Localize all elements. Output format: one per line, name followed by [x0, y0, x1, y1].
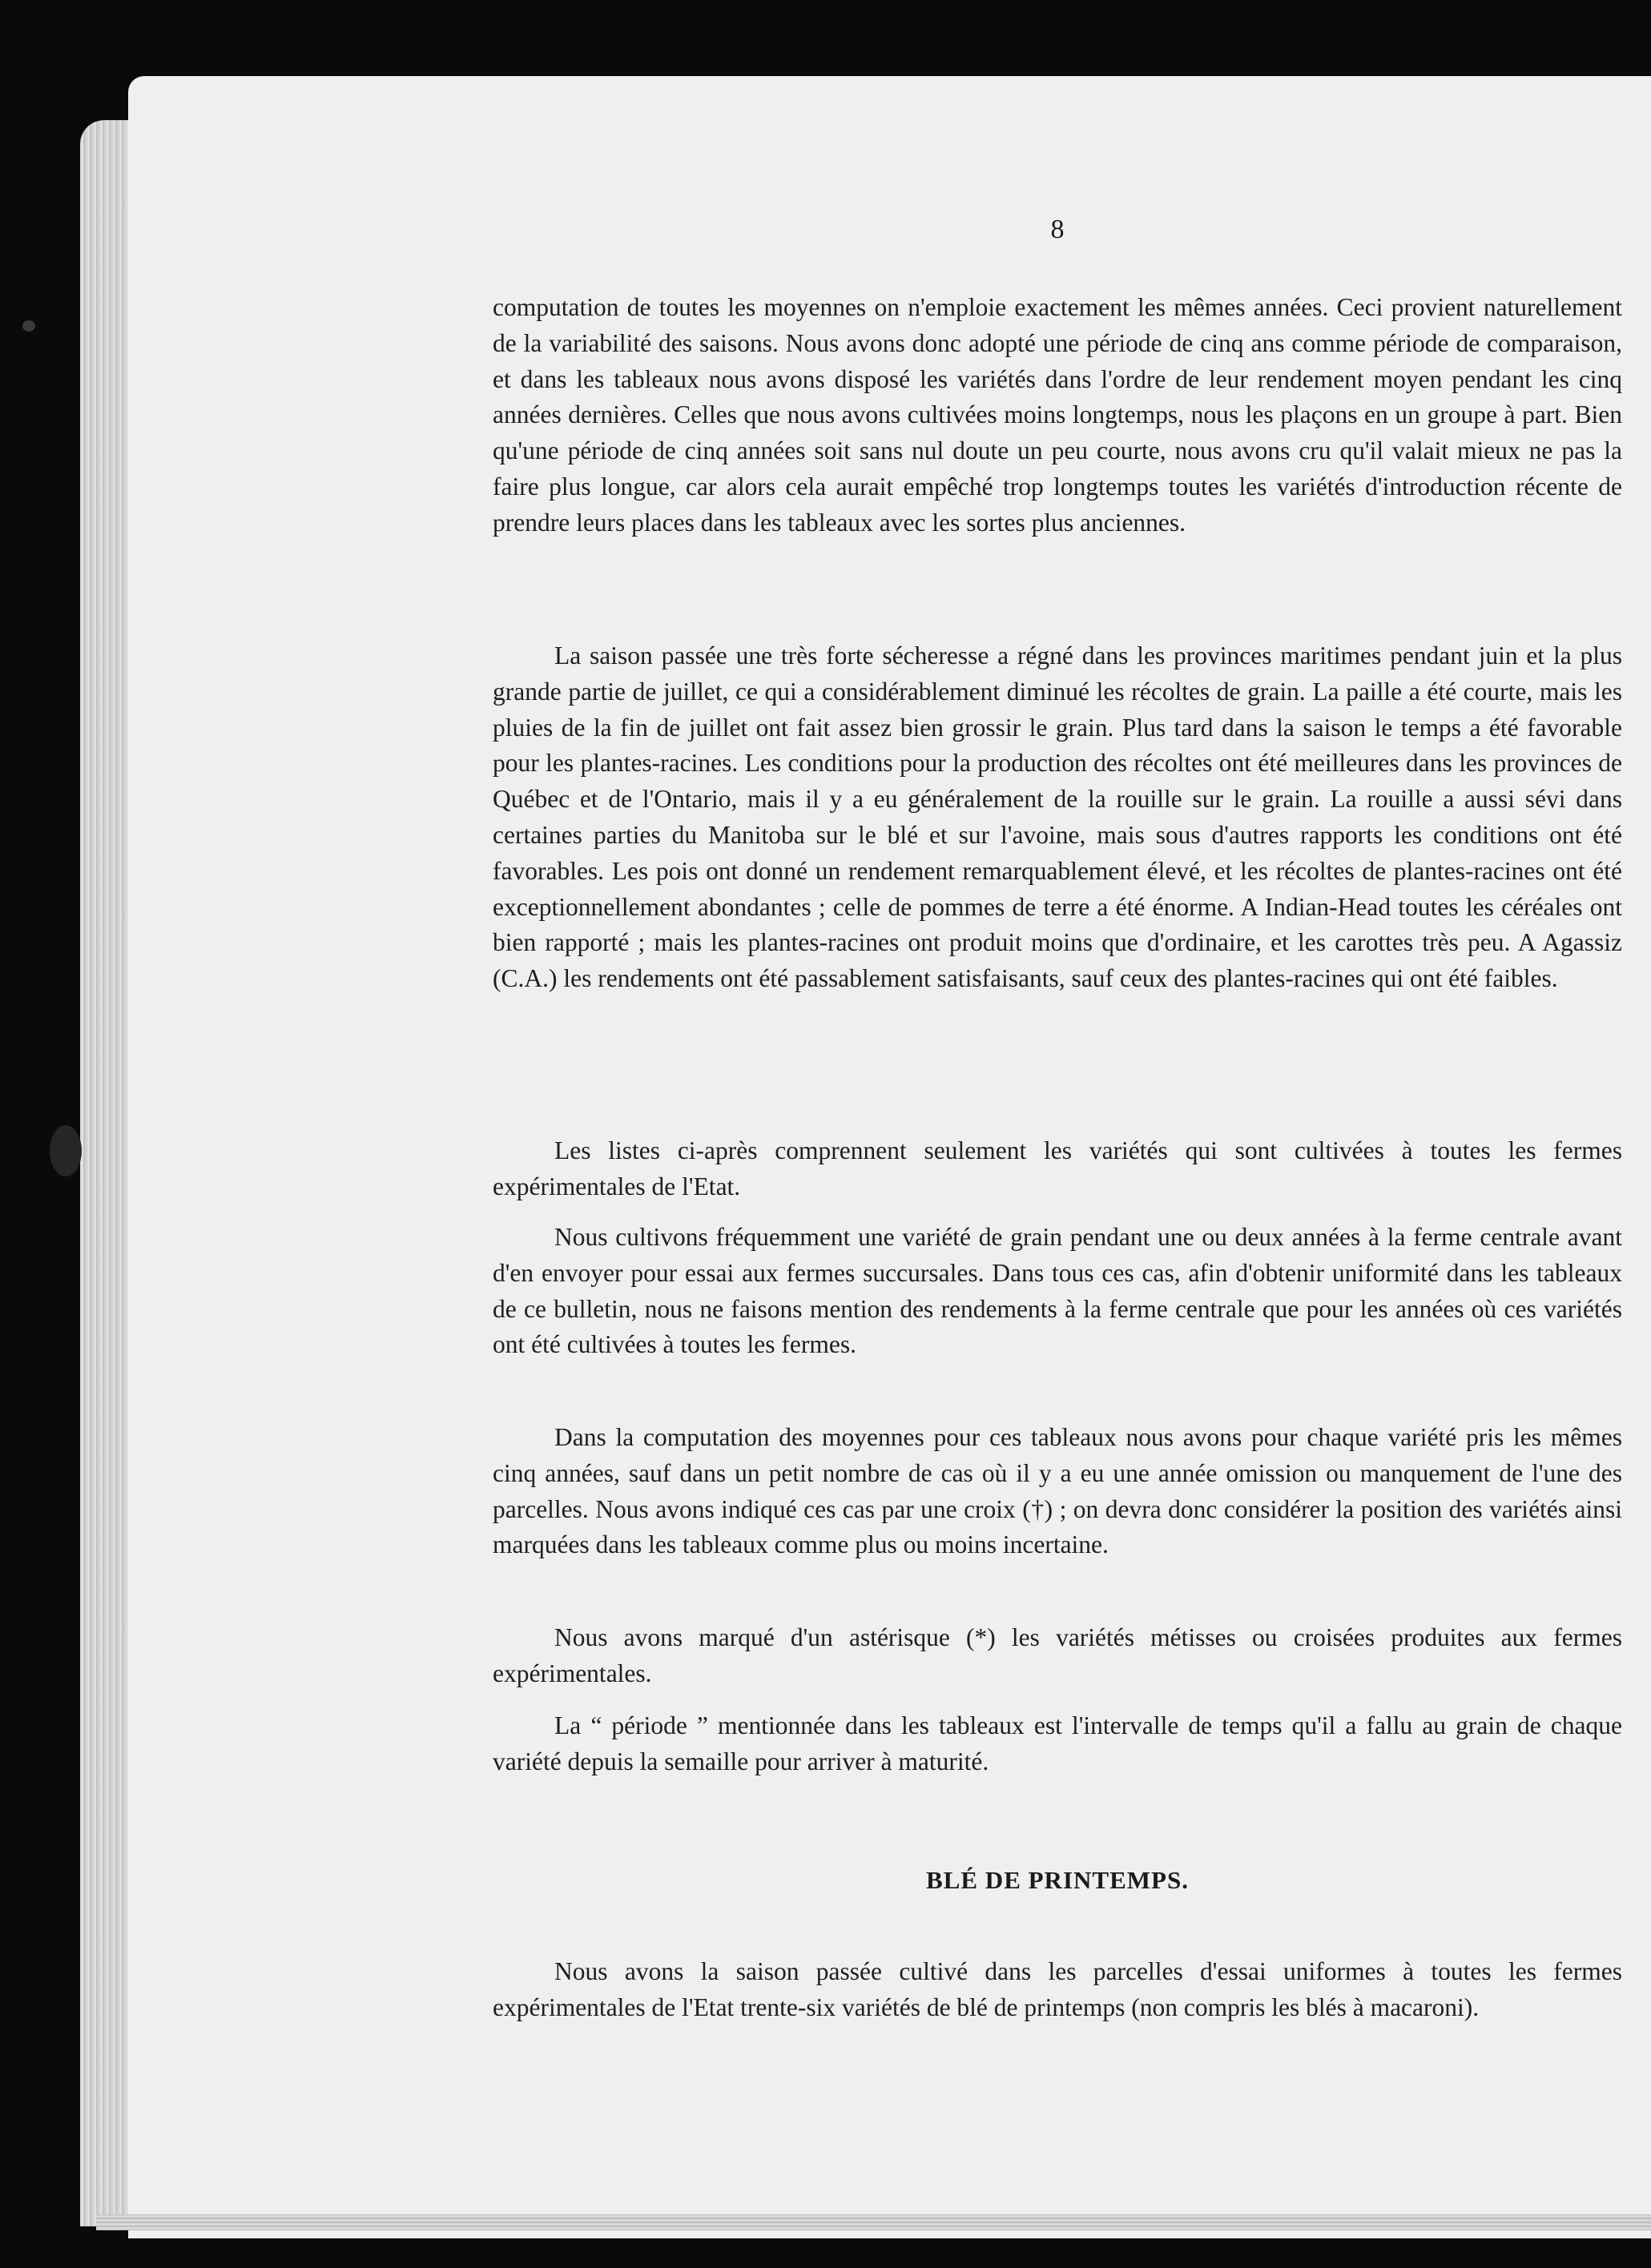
paragraph-lists: Les listes ci-après comprennent seulement les variétés qui sont cultivées à toutes les fermes expérimentales de l'Etat.	[493, 1136, 1622, 1200]
book-bottom-edge	[96, 2214, 1651, 2230]
paragraph-spring-wheat: Nous avons la saison passée cultivé dans les parcelles d'essai uniformes à toutes les fermes expérimentales de l'Etat trente-six variétés de blé de printemps (non compris les blés à macaroni).	[493, 1957, 1622, 2021]
ink-blot	[50, 1125, 82, 1176]
page-number: 8	[1050, 215, 1065, 244]
section-heading: BLÉ DE PRINTEMPS.	[926, 1866, 1189, 1894]
paragraph-asterisk: Nous avons marqué d'un astérisque (*) les variétés métisses ou croisées produites aux fermes expérimentales.	[493, 1623, 1622, 1687]
ink-blot	[22, 320, 35, 332]
paragraph-central-farm: Nous cultivons fréquemment une variété de grain pendant une ou deux années à la ferme centrale avant d'en envoyer pour essai aux fermes succursales. Dans tous ces cas, afin d'obtenir uniformité dans les tableaux de ce bulletin, nous ne faisons mention des rendements à la ferme centrale que pour les années où ces variétés ont été cultivées à toutes les fermes.	[493, 1223, 1622, 1359]
paragraph-period: La “ période ” mentionnée dans les tableaux est l'intervalle de temps qu'il a fallu au grain de chaque variété depuis la semaille pour arriver à maturité.	[493, 1711, 1622, 1775]
paragraph-averages: Dans la computation des moyennes pour ces tableaux nous avons pour chaque variété pris les mêmes cinq années, sauf dans un petit nombre de cas où il y a eu une année omission ou manquement de l'une des parcelles. Nous avons indiqué ces cas par une croix (†) ; on devra donc considérer la position des variétés ainsi marquées dans les tableaux comme plus ou moins incertaine.	[493, 1423, 1622, 1559]
paragraph-continuation: computation de toutes les moyennes on n'emploie exactement les mêmes années. Ceci provient naturellement de la variabilité des saisons. Nous avons donc adopté une période de cinq ans comme période de comparaison, et dans les tableaux nous avons disposé les variétés dans l'ordre de leur rendement moyen pendant les cinq années dernières. Celles que nous avons cultivées moins longtemps, nous les plaçons en un groupe à part. Bien qu'une période de cinq années soit sans nul doute un peu courte, nous avons cru qu'il valait mieux ne pas la faire plus longue, car alors cela aurait empêché trop longtemps toutes les variétés d'introduction récente de prendre leurs places dans les tableaux avec les sortes plus anciennes.	[493, 293, 1622, 537]
paragraph-weather: La saison passée une très forte sécheresse a régné dans les provinces maritimes pendant juin et la plus grande partie de juillet, ce qui a considérablement diminué les récoltes de grain. La paille a été courte, mais les pluies de la fin de juillet ont fait assez bien grossir le grain. Plus tard dans la saison le temps a été favorable pour les plantes-racines. Les conditions pour la production des récoltes ont été meilleures dans les provinces de Québec et de l'Ontario, mais il y a eu généralement de la rouille sur le grain. La rouille a aussi sévi dans certaines parties du Manitoba sur le blé et sur l'avoine, mais sous d'autres rapports les conditions ont été favorables. Les pois ont donné un rendement remarquablement élevé, et les récoltes de plantes-racines ont été exceptionnellement abondantes ; celle de pommes de terre a été énorme. A Indian-Head toutes les céréales ont bien rapporté ; mais les plantes-racines ont produit moins que d'ordinaire, et les carottes très peu. A Agassiz (C.A.) les rendements ont été passablement satisfaisants, sauf ceux des plantes-racines qui ont été faibles.	[493, 641, 1622, 993]
